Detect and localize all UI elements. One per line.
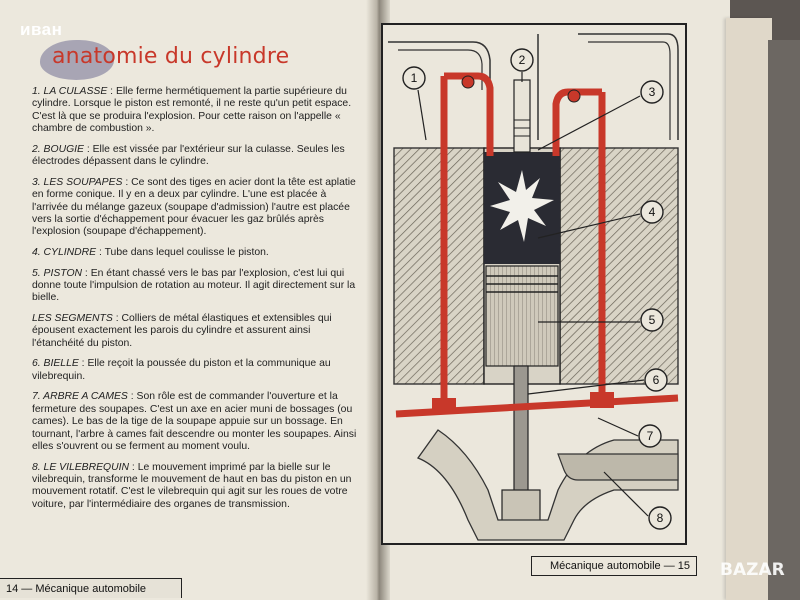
camshaft xyxy=(558,454,678,480)
paragraph-piston xyxy=(32,268,364,305)
paragraph-text: : Son rôle est de commander l'ouverture et la fermeture des soupapes. C'est un axe en acier muni de bossages (ou cames). Le bas de la tige de la soupape appuie sur un bossage. En tournant, l'arbre à cames fait descendre ou monter les soupapes. Ainsi elles s'ouvrent ou se ferment au moment voulu. xyxy=(32,391,357,453)
watermark-logo: BAZAR xyxy=(720,560,785,580)
paragraph-text: : Tube dans lequel coulisse le piston. xyxy=(96,247,269,259)
paragraph-label: 5. PISTON xyxy=(32,267,83,279)
text-column xyxy=(32,86,364,519)
paragraph-vilebrequin xyxy=(32,462,364,512)
callout-3 xyxy=(641,81,663,103)
page-stack-edge xyxy=(726,18,772,600)
paragraph-label: 8. LE VILEBREQUIN xyxy=(32,461,130,473)
callout-7 xyxy=(639,425,661,447)
footer-right: Mécanique automobile — 15 xyxy=(531,556,697,576)
paragraph-text: : Colliers de métal élastiques et extensibles qui épousent exactement les parois du cylindre et assurent ainsi l'étanchéité du piston. xyxy=(32,313,332,349)
spark-plug xyxy=(514,80,530,152)
callout-number: 7 xyxy=(646,429,654,443)
callout-1 xyxy=(403,67,425,89)
paragraph-segments xyxy=(32,313,364,350)
page-title: anatomie du cylindre xyxy=(52,44,290,69)
paragraph-label: 3. LES SOUPAPES xyxy=(32,176,123,188)
callout-number: 6 xyxy=(652,373,660,387)
paragraph-bougie xyxy=(32,144,364,169)
paragraph-culasse xyxy=(32,86,364,136)
callout-number: 4 xyxy=(648,205,656,219)
paragraph-text: : Elle est vissée par l'extérieur sur la culasse. Seules les électrodes dépassent dans le cylindre. xyxy=(32,143,345,168)
callout-5 xyxy=(641,309,663,331)
paragraph-text: : Le mouvement imprimé par la bielle sur le vilebrequin, transforme le mouvement de haut en bas du piston en un mouvement rotatif. C'est le vilebrequin qui agit sur les roues de votre voiture, par l'intermédiaire des organes de transmission. xyxy=(32,461,352,510)
callout-number: 5 xyxy=(648,313,656,327)
paragraph-label: 1. LA CULASSE xyxy=(32,86,108,97)
callout-6 xyxy=(645,369,667,391)
paragraph-cylindre xyxy=(32,247,364,259)
cylinder-wall-right xyxy=(560,148,678,384)
paragraph-text: : Elle ferme hermétiquement la partie supérieure du cylindre. Lorsque le piston est remonté, il ne reste qu'un petit espace. C'est là que se produira l'explosion. Pour cette raison on l'appelle « chambre de combustion ». xyxy=(32,86,352,135)
callout-8 xyxy=(649,507,671,529)
piston xyxy=(486,266,558,366)
paragraph-text: : Ce sont des tiges en acier dont la tête est aplatie en forme conique. Il y en a deux par cylindre. L'une est placée à l'arrivée du mélange gazeux (soupape d'admission) l'autre est placée vers la sortie d'échappement pour évacuer les gaz brûlés après l'explosion (soupape d'échappement). xyxy=(32,176,356,238)
paragraph-text: : En étant chassé vers le bas par l'explosion, c'est lui qui donne toute l'impulsion de rotation au moteur. Il agit directement sur la bielle. xyxy=(32,267,356,304)
rocker-pivot-left xyxy=(462,76,474,88)
callout-2 xyxy=(511,49,533,71)
paragraph-label: 6. BIELLE xyxy=(32,358,79,370)
rocker-pivot-right xyxy=(568,90,580,102)
callout-4 xyxy=(641,201,663,223)
cylinder-wall-left xyxy=(394,148,484,384)
watermark-top: иван xyxy=(20,20,63,39)
footer-left: 14 — Mécanique automobile xyxy=(0,578,182,598)
background-edge xyxy=(768,40,800,600)
paragraph-label: LES SEGMENTS xyxy=(32,313,113,325)
callout-number: 1 xyxy=(410,71,418,85)
callout-number: 3 xyxy=(648,85,656,99)
cylinder-diagram xyxy=(378,20,698,560)
paragraph-label: 7. ARBRE A CAMES xyxy=(32,391,128,403)
callout-number: 8 xyxy=(656,511,664,525)
paragraph-text: : Elle reçoit la poussée du piston et la communique au vilebrequin. xyxy=(32,358,331,382)
callout-number: 2 xyxy=(518,53,526,67)
paragraph-arbre-a-cames xyxy=(32,391,364,453)
paragraph-label: 4. CYLINDRE xyxy=(32,247,97,259)
paragraph-bielle xyxy=(32,358,364,383)
paragraph-soupapes xyxy=(32,177,364,239)
paragraph-label: 2. BOUGIE xyxy=(32,143,84,155)
